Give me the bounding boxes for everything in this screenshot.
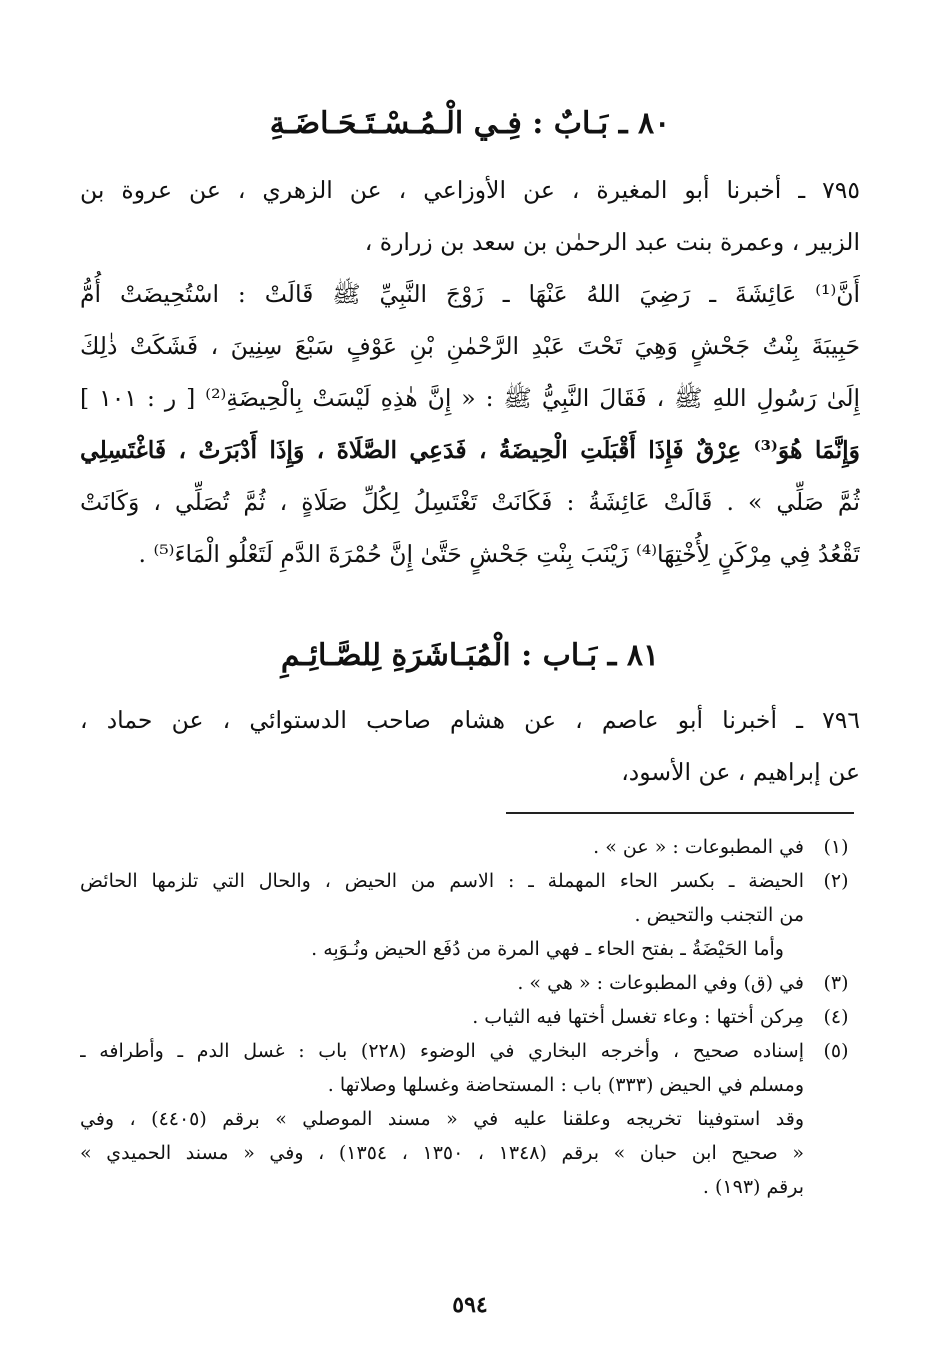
footnote-text: في (ق) وفي المطبوعات : « هي » .	[517, 972, 804, 994]
chapter-81-heading: ٨١ ـ بَـاب : الْمُبَـاشَرَةِ لِلصَّـائِـمِ	[280, 638, 660, 673]
isnad-line: ٧٩٦ ـ أخبرنا أبو عاصم ، عن هشام صاحب الدستوائي ، عن حماد ،	[80, 706, 860, 734]
footnote-5-cont	[80, 1170, 854, 1204]
hadith-795-isnad	[80, 164, 860, 268]
hadith-796-isnad	[80, 694, 860, 798]
footnote-number: (١)	[823, 836, 849, 858]
footnote-text: وأما الحَيْضَةُ ـ بفتح الحاء ـ فهي المرة من دُفَع الحيض ونُـوَبِه .	[311, 938, 784, 960]
footnote-text: من التجنب والتحيض .	[634, 904, 804, 926]
footnote-2-cont	[80, 898, 854, 932]
footnote-text: إسناده صحيح ، وأخرجه البخاري في الوضوء (٢٢٨) باب : غسل الدم ـ وأطرافه ـ	[80, 1040, 804, 1062]
footnote-5	[80, 1034, 854, 1068]
matn-line: وَإِنَّمَا هُوَ⁽³⁾ عِرْقٌ فَإِذَا أَقْبَلَتِ الْحِيضَةُ ، فَدَعِي الصَّلَاةَ ، وَإِذَا أَدْبَرَتْ ، فَاغْتَسِلِي	[80, 436, 860, 464]
footnotes	[80, 830, 854, 1204]
footnote-number: (٥)	[823, 1040, 849, 1062]
footnote-text: ومسلم في الحيض (٣٣٣) باب : المستحاضة وغسلها وصلاتها .	[327, 1074, 804, 1096]
matn-line: ثُمَّ صَلِّي » . قَالَتْ عَائِشَةُ : فَكَانَتْ تَغْتَسِلُ لِكُلِّ صَلَاةٍ ، ثُمَّ تُصَلِّي ، وَكَانَتْ	[80, 488, 860, 516]
footnote-number: (٢)	[823, 870, 849, 892]
footnote-5-cont	[80, 1068, 854, 1102]
footnote-2-cont	[80, 932, 854, 966]
footnote-3	[80, 966, 854, 1000]
footnote-text: « صحيح ابن حبان » برقم (١٣٤٨ ، ١٣٥٠ ، ١٣٥٤) ، وفي « مسند الحميدي »	[80, 1142, 804, 1164]
footnote-1	[80, 830, 854, 864]
matn-line: تَقْعُدُ فِي مِرْكَنٍ لِأُخْتِهَا⁽⁴⁾ زَيْنَبَ بِنْتِ جَحْشٍ حَتَّىٰ إِنَّ حُمْرَةَ الدَّمِ لَتَعْلُو الْمَاءَ⁽⁵⁾ .	[138, 540, 860, 568]
footnote-5-cont	[80, 1136, 854, 1170]
matn-line: أَنَّ⁽¹⁾ عَائِشَةَ ـ رَضِيَ اللهُ عَنْهَا ـ زَوْجَ النَّبِيِّ ﷺ قَالَتْ : اسْتُحِيضَتْ أُمُّ	[80, 280, 860, 308]
page-number: ٥٩٤	[452, 1292, 488, 1318]
footnote-text: مِركن أختها : وعاء تغسل أختها فيه الثياب .	[472, 1006, 804, 1028]
footnote-text: وقد استوفينا تخريجه وعلقنا عليه في « مسند الموصلي » برقم (٤٤٠٥) ، وفي	[80, 1108, 805, 1130]
footnote-text: برقم (١٩٣) .	[702, 1176, 804, 1198]
footnote-number: (٣)	[823, 972, 849, 994]
matn-line: إِلَىٰ رَسُولِ اللهِ ﷺ ، فَقَالَ النَّبِيُّ ﷺ : « إِنَّ هٰذِهِ لَيْسَتْ بِالْحِيضَةِ⁽²⁾ [ ر : ١٠١ ]	[80, 384, 860, 412]
hadith-795-matn	[80, 268, 860, 580]
chapter-80-heading: ٨٠ ـ بَـابٌ : فِـي الْـمُـسْـتَـحَـاضَـةِ	[269, 106, 671, 141]
isnad-line: ٧٩٥ ـ أخبرنا أبو المغيرة ، عن الأوزاعي ، عن الزهري ، عن عروة بن	[80, 176, 860, 204]
matn-line: حَبِيبَةَ بِنْتُ جَحْشٍ وَهِيَ تَحْتَ عَبْدِ الرَّحْمٰنِ بْنِ عَوْفٍ سَبْعَ سِنِينَ ، فَشَكَتْ ذٰلِكَ	[80, 332, 860, 360]
isnad-line: الزبير ، وعمرة بنت عبد الرحمٰن بن سعد بن زرارة ،	[364, 228, 860, 256]
footnote-number: (٤)	[823, 1006, 849, 1028]
footnote-text: الحيضة ـ بكسر الحاء المهملة ـ : الاسم من الحيض ، والحال التي تلزمها الحائض	[80, 870, 804, 892]
footnote-separator	[506, 812, 854, 814]
isnad-line: عن إبراهيم ، عن الأسود،	[621, 758, 860, 786]
footnote-text: في المطبوعات : « عن » .	[593, 836, 804, 858]
footnote-5-cont	[80, 1102, 854, 1136]
footnote-2	[80, 864, 854, 898]
footnote-4	[80, 1000, 854, 1034]
